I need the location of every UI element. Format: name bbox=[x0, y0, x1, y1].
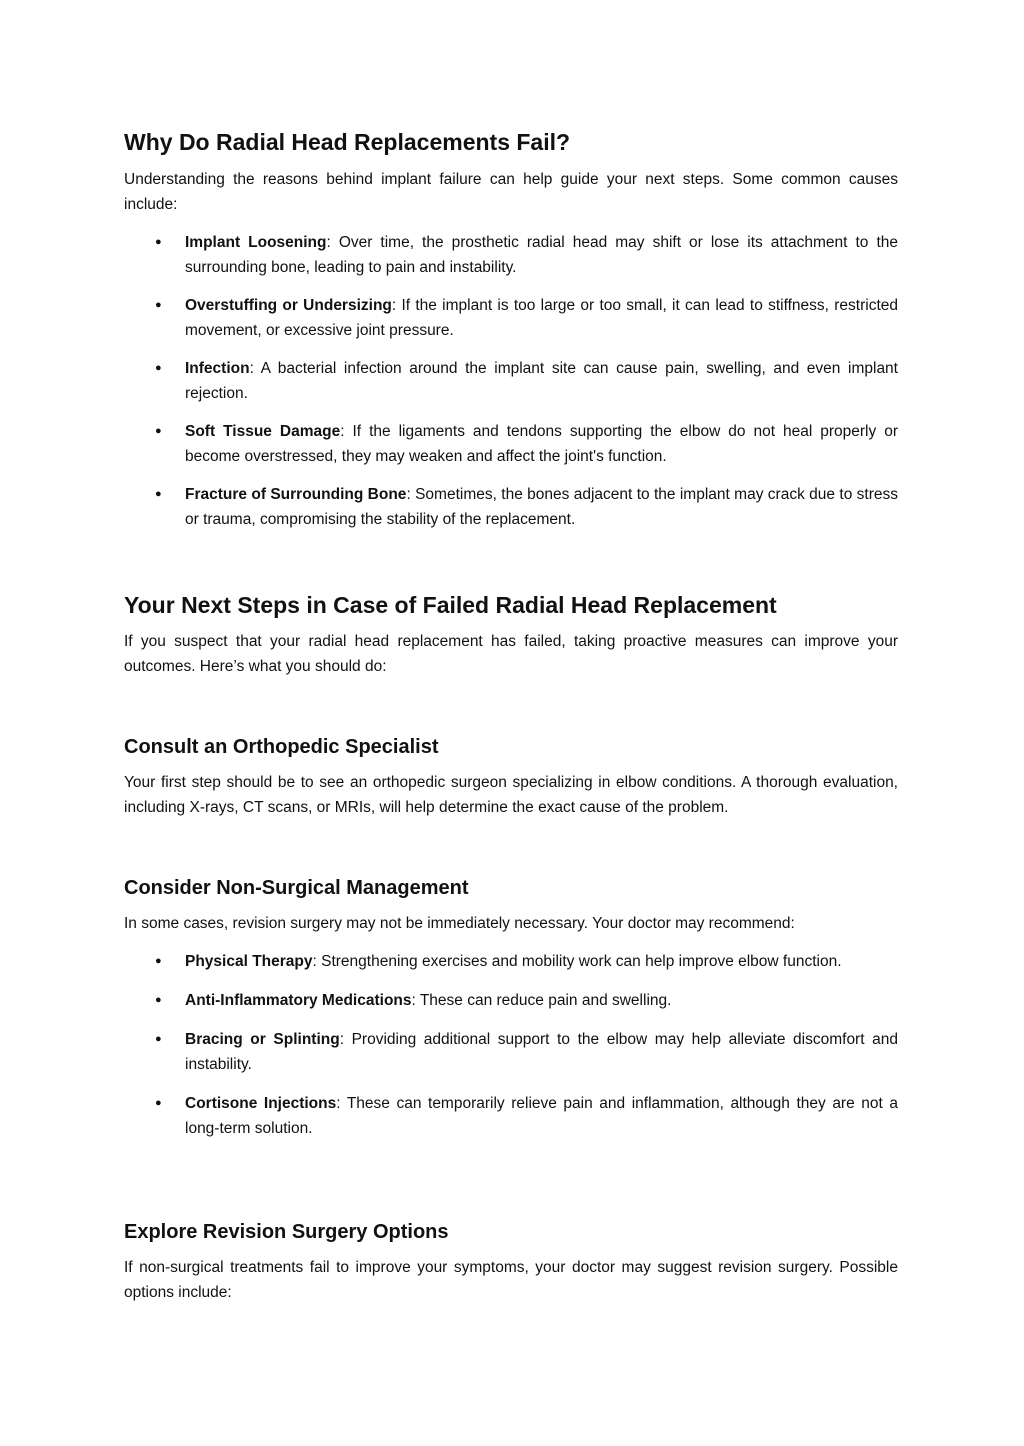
bullet-icon: ● bbox=[155, 955, 162, 967]
bullet-icon: ● bbox=[155, 994, 162, 1006]
failure-causes-list bbox=[124, 230, 898, 532]
list-item bbox=[124, 419, 898, 469]
bullet-icon: ● bbox=[155, 425, 162, 437]
bullet-icon: ● bbox=[155, 1033, 162, 1045]
list-item-text: : Over time, the prosthetic radial head may shift or lose its attachment to the surrounding bone, leading to pain and instability. bbox=[185, 234, 898, 276]
bullet-icon: ● bbox=[155, 362, 162, 374]
list-item-term: Fracture of Surrounding Bone bbox=[185, 486, 407, 503]
list-item-term: Overstuffing or Undersizing bbox=[185, 297, 392, 314]
bullet-icon: ● bbox=[155, 236, 162, 248]
subsection-heading-revision: Explore Revision Surgery Options bbox=[124, 1221, 449, 1243]
list-item bbox=[124, 949, 898, 974]
list-item bbox=[124, 988, 898, 1013]
non-surgical-options-list bbox=[124, 949, 898, 1141]
list-item-term: Cortisone Injections bbox=[185, 1095, 337, 1112]
subsection-text-consult: Your first step should be to see an orthopedic surgeon specializing in elbow conditions. A thorough evaluation, including X-rays, CT scans, or MRIs, will help determine the exact cause of the problem. bbox=[124, 774, 898, 816]
bullet-icon: ● bbox=[155, 488, 162, 500]
section-heading-why-fail: Why Do Radial Head Replacements Fail? bbox=[124, 129, 571, 155]
list-item bbox=[124, 230, 898, 280]
subsection-heading-consult: Consult an Orthopedic Specialist bbox=[124, 736, 439, 758]
list-item-text: : Strengthening exercises and mobility work can help improve elbow function. bbox=[312, 953, 842, 970]
subsection-heading-non-surgical: Consider Non-Surgical Management bbox=[124, 877, 469, 899]
list-item bbox=[124, 1091, 898, 1141]
bullet-icon: ● bbox=[155, 299, 162, 311]
list-item-text: : If the ligaments and tendons supporting the elbow do not heal properly or become overstressed, they may weaken and affect the joint's function. bbox=[185, 423, 899, 465]
subsection-intro-non-surgical: In some cases, revision surgery may not be immediately necessary. Your doctor may recommend: bbox=[124, 915, 795, 932]
list-item-term: Soft Tissue Damage bbox=[185, 423, 341, 440]
list-item-text: : Providing additional support to the elbow may help alleviate discomfort and instability. bbox=[185, 1031, 898, 1073]
list-item-term: Anti-Inflammatory Medications bbox=[185, 992, 412, 1009]
bullet-icon: ● bbox=[155, 1097, 162, 1109]
list-item-text: : These can temporarily relieve pain and inflammation, although they are not a long-term solution. bbox=[185, 1095, 898, 1137]
subsection-intro-revision: If non-surgical treatments fail to improve your symptoms, your doctor may suggest revision surgery. Possible options include: bbox=[124, 1259, 898, 1301]
list-item bbox=[124, 1027, 898, 1077]
list-item-text: : If the implant is too large or too small, it can lead to stiffness, restricted movement, or excessive joint pressure. bbox=[185, 297, 898, 339]
list-item-text: : Sometimes, the bones adjacent to the implant may crack due to stress or trauma, compromising the stability of the replacement. bbox=[185, 486, 898, 528]
list-item bbox=[124, 482, 898, 532]
list-item bbox=[124, 293, 898, 343]
list-item-term: Bracing or Splinting bbox=[185, 1031, 340, 1048]
section-intro-why-fail: Understanding the reasons behind implant failure can help guide your next steps. Some common causes include: bbox=[124, 171, 898, 213]
list-item bbox=[124, 356, 898, 406]
list-item-term: Physical Therapy bbox=[185, 953, 313, 970]
list-item-text: : A bacterial infection around the implant site can cause pain, swelling, and even implant rejection. bbox=[185, 360, 898, 402]
list-item-term: Infection bbox=[185, 360, 250, 377]
list-item-text: : These can reduce pain and swelling. bbox=[411, 992, 672, 1009]
section-intro-next-steps: If you suspect that your radial head replacement has failed, taking proactive measures can improve your outcomes. Here’s what you should do: bbox=[124, 633, 898, 675]
section-heading-next-steps: Your Next Steps in Case of Failed Radial Head Replacement bbox=[124, 592, 777, 618]
list-item-term: Implant Loosening bbox=[185, 234, 327, 251]
